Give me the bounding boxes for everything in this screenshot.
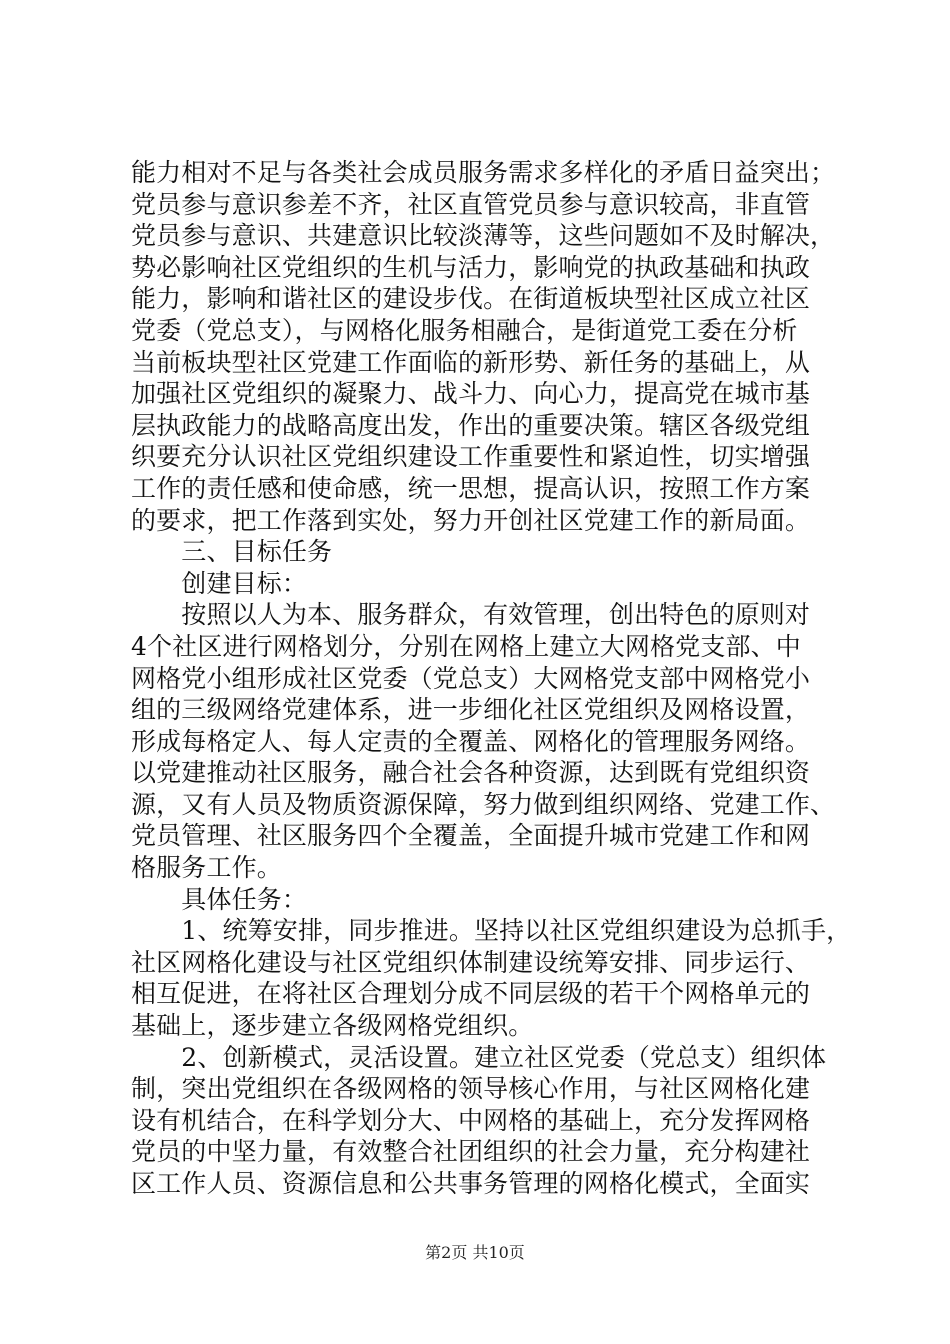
text-line: 4个社区进行网格划分，分别在网格上建立大网格党支部、中 bbox=[131, 631, 801, 661]
text-line: 格服务工作。 bbox=[131, 853, 282, 883]
text-line: 以党建推动社区服务，融合社会各种资源，达到既有党组织资 bbox=[131, 758, 811, 788]
text-line: 基础上，逐步建立各级网格党组织。 bbox=[131, 1011, 534, 1041]
text-line: 网格党小组形成社区党委（党总支）大网格党支部中网格党小 bbox=[131, 663, 811, 693]
text-line: 能力相对不足与各类社会成员服务需求多样化的矛盾日益突出； bbox=[131, 158, 836, 187]
text-line: 相互促进，在将社区合理划分成不同层级的若干个网格单元的 bbox=[131, 979, 811, 1009]
text-line: 社区网格化建设与社区党组织体制建设统筹安排、同步运行、 bbox=[131, 947, 811, 977]
text-line: 加强社区党组织的凝聚力、战斗力、向心力，提高党在城市基 bbox=[131, 379, 811, 409]
text-line: 当前板块型社区党建工作面临的新形势、新任务的基础上，从 bbox=[131, 347, 811, 377]
page-footer: 第2页 共10页 bbox=[425, 1243, 525, 1262]
text-line: 的要求，把工作落到实处，努力开创社区党建工作的新局面。 bbox=[131, 505, 811, 535]
text-line: 三、目标任务 bbox=[131, 537, 333, 567]
text-line: 党员的中坚力量，有效整合社团组织的社会力量，充分构建社 bbox=[131, 1137, 811, 1167]
text-line: 党员参与意识参差不齐，社区直管党员参与意识较高，非直管 bbox=[131, 189, 811, 219]
text-line: 创建目标： bbox=[131, 568, 308, 598]
text-line: 设有机结合，在科学划分大、中网格的基础上，充分发挥网格 bbox=[131, 1105, 811, 1135]
text-line: 能力，影响和谐社区的建设步伐。在街道板块型社区成立社区 bbox=[131, 284, 811, 314]
body-text bbox=[131, 157, 852, 1200]
text-line: 制，突出党组织在各级网格的领导核心作用，与社区网格化建 bbox=[131, 1074, 811, 1104]
text-line: 织要充分认识社区党组织建设工作重要性和紧迫性，切实增强 bbox=[131, 442, 811, 472]
text-line: 1、统筹安排，同步推进。坚持以社区党组织建设为总抓手， bbox=[131, 916, 852, 946]
text-line: 区工作人员、资源信息和公共事务管理的网格化模式，全面实 bbox=[131, 1169, 811, 1198]
text-line: 层执政能力的战略高度出发，作出的重要决策。辖区各级党组 bbox=[131, 410, 811, 440]
text-line: 组的三级网络党建体系，进一步细化社区党组织及网格设置， bbox=[131, 695, 811, 725]
text-line: 按照以人为本、服务群众，有效管理，创出特色的原则对 bbox=[131, 600, 811, 630]
text-line: 工作的责任感和使命感，统一思想，提高认识，按照工作方案 bbox=[131, 473, 811, 503]
text-line: 党委（党总支），与网格化服务相融合，是街道党工委在分析 bbox=[131, 315, 798, 345]
text-line: 党员管理、社区服务四个全覆盖，全面提升城市党建工作和网 bbox=[131, 821, 811, 851]
text-line: 势必影响社区党组织的生机与活力，影响党的执政基础和执政 bbox=[131, 252, 811, 282]
text-line: 源，又有人员及物质资源保障，努力做到组织网络、党建工作、 bbox=[131, 789, 836, 819]
text-line: 形成每格定人、每人定责的全覆盖、网格化的管理服务网络。 bbox=[131, 726, 811, 756]
text-line: 党员参与意识、共建意识比较淡薄等，这些问题如不及时解决， bbox=[131, 221, 836, 251]
text-line: 具体任务： bbox=[131, 884, 308, 914]
text-line: 2、创新模式，灵活设置。建立社区党委（党总支）组织体 bbox=[131, 1042, 827, 1072]
